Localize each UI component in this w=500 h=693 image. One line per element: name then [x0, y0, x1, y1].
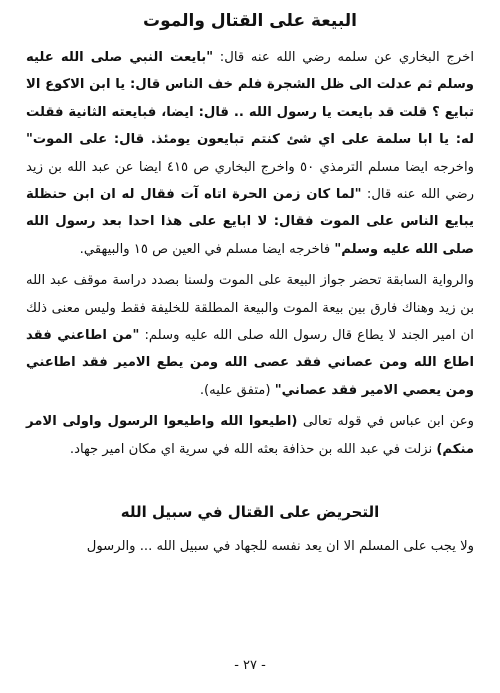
para2-text: (متفق عليه).	[199, 382, 275, 398]
page-number: - ٢٧ -	[234, 658, 266, 673]
para3-text: وعن ابن عباس في قوله تعالى	[297, 414, 475, 430]
paragraph-4: ولا يجب على المسلم الا ان يعد نفسه للجهاد في سبيل الله ... والرسول	[86, 539, 474, 555]
hadith-quote-2: "لما كان زمن الحرة اتاه آت فقال له ان ابن حنظلة يبايع الناس على الموت فقال: لا ابايع على هذا احدا بعد رسول الله صلى الله عليه وسلم"	[26, 187, 474, 257]
page-title: البيعة على القتال والموت	[143, 11, 357, 31]
section-subtitle: التحريض على القتال في سبيل الله	[120, 503, 380, 522]
hadith-quote-3: "من اطاعني فقد اطاع الله ومن عصاني فقد عصى الله ومن يطع الامير فقد اطاعني ومن يعصي الامير فقد عصاني"	[26, 328, 474, 398]
para1-text: اخرج البخاري عن سلمه رضي الله عنه قال:	[213, 50, 475, 65]
para3-text: نزلت في عبد الله بن حذافة بعثه الله في سرية اي مكان امير جهاد.	[69, 441, 437, 457]
para1-text: واخرجه ايضا مسلم الترمذي ٥٠ واخرج البخاري ص ٤١٥ ايضا عن عبد الله بن زيد رضي الله عنه قال:	[26, 159, 474, 203]
hadith-quote-1: "بايعت النبي صلى الله عليه وسلم ثم عدلت الى ظل الشجرة فلم خف الناس قال: يا ابن الاكوع الا تبايع ؟ قلت قد بايعت يا رسول الله .. قال: ايضا، فبايعته الثانية فقلت له: يا ابا سلمة على اي شئ كنتم تبايعون يومئذ. قال: على الموت"	[26, 50, 474, 148]
para2-text: والرواية السابقة تحضر جواز البيعة على الموت ولسنا بصدد دراسة موقف عبد الله بن زيد وهناك فارق بين بيعة الموت والبيعة المطلقة للخليفة فقط وليس معنى ذلك ان امير الجند لا يطاع قال رسول الله صلى الله عليه وسلم:	[26, 273, 474, 344]
paragraph-2	[26, 267, 474, 404]
paragraph-3	[26, 408, 474, 463]
para1-text: فاخرجه ايضا مسلم في العين ص ١٥ والبيهقي.	[79, 241, 335, 257]
quran-verse: (اطيعوا الله واطيعوا الرسول واولى الامر منكم)	[26, 414, 474, 457]
paragraph-1	[26, 44, 474, 263]
